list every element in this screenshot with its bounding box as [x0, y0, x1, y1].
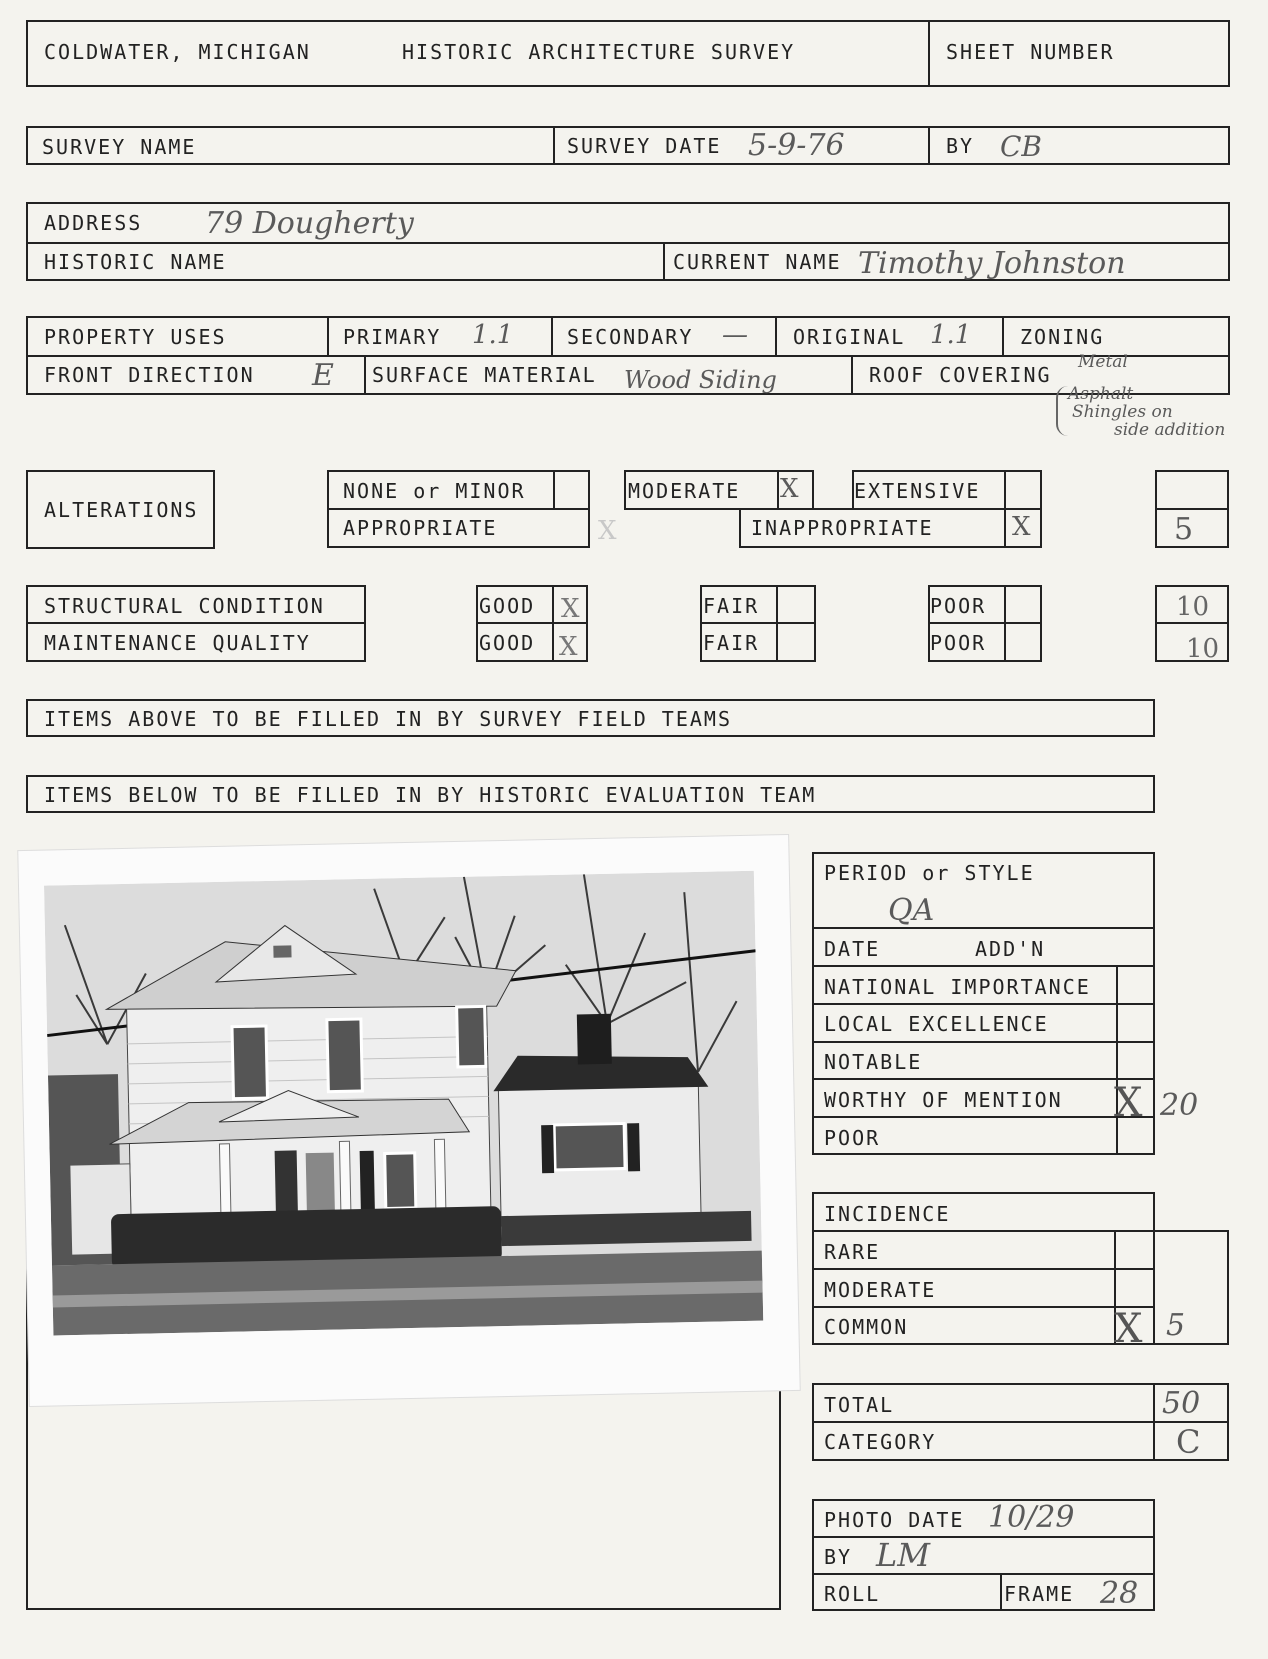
surface-material-value: Wood Siding	[624, 366, 777, 394]
items-above-note: ITEMS ABOVE TO BE FILLED IN BY SURVEY FIELD TEAMS	[44, 707, 733, 731]
current-name-value: Timothy Johnston	[858, 246, 1126, 281]
roof-note-3: side addition	[1114, 420, 1226, 440]
alterations-score: 5	[1174, 512, 1194, 547]
maintenance-fair-label: FAIR	[703, 631, 760, 655]
secondary-value: —	[722, 320, 748, 350]
worthy-label: WORTHY OF MENTION	[824, 1088, 1063, 1112]
photo-date-label: PHOTO DATE	[824, 1508, 965, 1532]
national-importance-label: NATIONAL IMPORTANCE	[824, 975, 1091, 999]
rare-label: RARE	[824, 1240, 881, 1264]
incidence-moderate-label: MODERATE	[824, 1278, 937, 1302]
extensive-label: EXTENSIVE	[854, 479, 981, 503]
primary-label: PRIMARY	[343, 325, 442, 349]
roof-note-1: Asphalt	[1068, 384, 1134, 404]
maintenance-good-label: GOOD	[479, 631, 536, 655]
current-name-label: CURRENT NAME	[673, 250, 842, 274]
structural-poor-label: POOR	[930, 594, 987, 618]
front-direction-value: E	[312, 358, 334, 393]
survey-date-label: SURVEY DATE	[567, 134, 722, 158]
worthy-mark: X	[1114, 1080, 1143, 1126]
evaluation-poor-label: POOR	[824, 1126, 881, 1150]
survey-name-label: SURVEY NAME	[42, 135, 197, 159]
appropriate-mark: X	[598, 516, 617, 546]
period-value: QA	[888, 893, 935, 928]
surface-material-label: SURFACE MATERIAL	[372, 363, 597, 387]
property-uses-label: PROPERTY USES	[44, 325, 227, 349]
maintenance-label: MAINTENANCE QUALITY	[44, 631, 311, 655]
incidence-label: INCIDENCE	[824, 1202, 951, 1226]
house-photo	[18, 835, 799, 1406]
date-label: DATE	[824, 937, 881, 961]
house-photo-image	[44, 871, 763, 1336]
photo-date-value: 10/29	[988, 1500, 1075, 1535]
photo-by-label: BY	[824, 1545, 853, 1569]
structural-mark: X	[561, 594, 580, 624]
historic-name-label: HISTORIC NAME	[44, 250, 227, 274]
roof-covering-label: ROOF COVERING	[869, 363, 1052, 387]
total-label: TOTAL	[824, 1393, 895, 1417]
address-label: ADDRESS	[44, 211, 143, 235]
period-label: PERIOD or STYLE	[824, 861, 1035, 885]
appropriate-label: APPROPRIATE	[343, 516, 498, 540]
maintenance-mark: X	[559, 632, 578, 662]
date-value: ADD'N	[975, 937, 1046, 961]
roof-note-bracket	[1056, 386, 1072, 436]
worthy-score: 20	[1160, 1088, 1199, 1123]
structural-good-label: GOOD	[479, 594, 536, 618]
roof-note-2: Shingles on	[1072, 402, 1173, 422]
zoning-label: ZONING	[1020, 325, 1105, 349]
structural-fair-label: FAIR	[703, 594, 760, 618]
inappropriate-mark: X	[1012, 512, 1031, 542]
category-label: CATEGORY	[824, 1430, 937, 1454]
items-below-note: ITEMS BELOW TO BE FILLED IN BY HISTORIC EVALUATION TEAM	[44, 783, 817, 807]
front-direction-label: FRONT DIRECTION	[44, 363, 255, 387]
survey-by-label: BY	[946, 134, 975, 158]
original-label: ORIGINAL	[793, 325, 906, 349]
city-title: COLDWATER, MICHIGAN	[44, 40, 311, 64]
address-value: 79 Dougherty	[205, 206, 414, 241]
structural-score: 10	[1176, 592, 1210, 622]
none-minor-label: NONE or MINOR	[343, 479, 526, 503]
total-value: 50	[1162, 1386, 1201, 1421]
category-value: C	[1176, 1423, 1201, 1461]
common-mark: X	[1114, 1306, 1143, 1352]
photo-by-value: LM	[876, 1536, 931, 1574]
common-score: 5	[1166, 1308, 1186, 1343]
survey-by-value: CB	[1000, 130, 1042, 163]
local-excellence-label: LOCAL EXCELLENCE	[824, 1012, 1049, 1036]
frame-value: 28	[1100, 1576, 1139, 1611]
roof-covering-value: Metal	[1078, 352, 1128, 372]
sheet-number-label: SHEET NUMBER	[946, 40, 1115, 64]
common-label: COMMON	[824, 1315, 909, 1339]
maintenance-poor-label: POOR	[930, 631, 987, 655]
survey-title: HISTORIC ARCHITECTURE SURVEY	[402, 40, 796, 64]
primary-value: 1.1	[472, 320, 514, 350]
moderate-mark: X	[780, 474, 799, 504]
structural-label: STRUCTURAL CONDITION	[44, 594, 325, 618]
roll-label: ROLL	[824, 1582, 881, 1606]
moderate-label: MODERATE	[628, 479, 741, 503]
maintenance-score: 10	[1186, 634, 1220, 664]
alterations-label: ALTERATIONS	[44, 498, 199, 522]
frame-label: FRAME	[1004, 1582, 1075, 1606]
secondary-label: SECONDARY	[567, 325, 694, 349]
original-value: 1.1	[930, 320, 972, 350]
notable-label: NOTABLE	[824, 1050, 923, 1074]
survey-date-value: 5-9-76	[748, 128, 845, 163]
inappropriate-label: INAPPROPRIATE	[751, 516, 934, 540]
